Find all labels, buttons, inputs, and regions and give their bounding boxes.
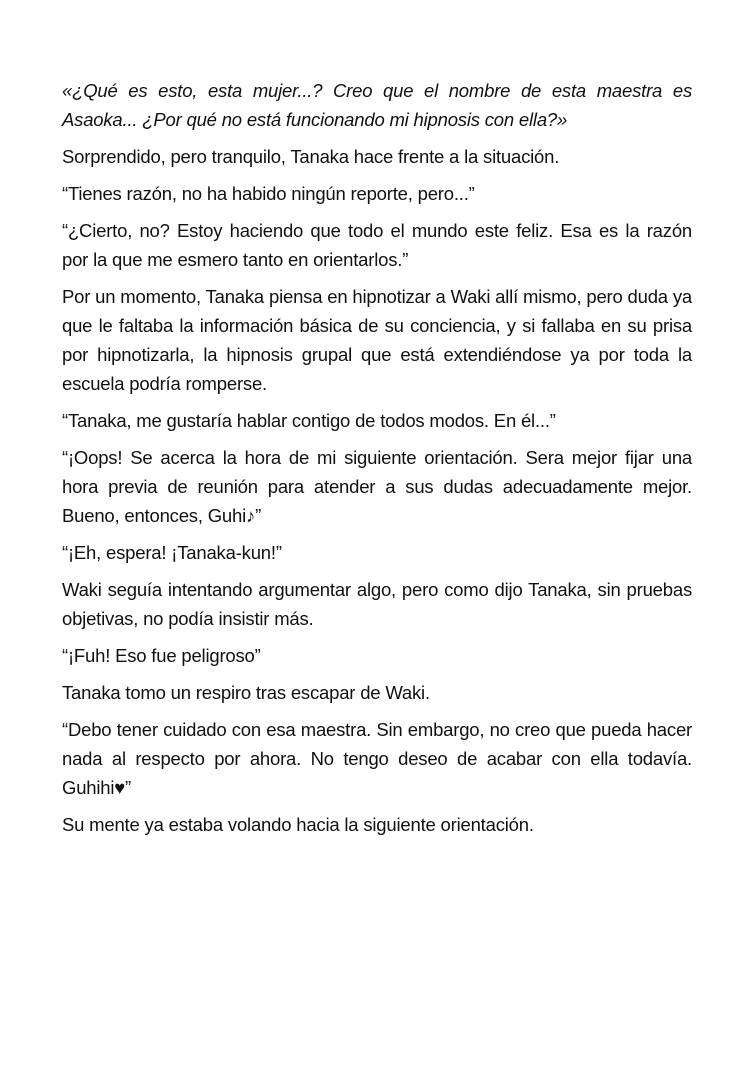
paragraph-dialogue: “¡Fuh! Eso fue peligroso”: [62, 645, 261, 666]
paragraph-narration: Waki seguía intentando argumentar algo, pero como dijo Tanaka, sin pruebas objetivas, no podía insistir más.: [62, 579, 692, 629]
paragraph-narration: Su mente ya estaba volando hacia la siguiente orientación.: [62, 814, 534, 835]
paragraph-narration: Por un momento, Tanaka piensa en hipnotizar a Waki allí mismo, pero duda ya que le faltaba la información básica de su conciencia, y si fallaba en su prisa por hipnotizarla, la hipnosis grupal que está extendiéndose ya por toda la escuela podría romperse.: [62, 286, 692, 394]
paragraph-dialogue: “Debo tener cuidado con esa maestra. Sin embargo, no creo que pueda hacer nada al respecto por ahora. No tengo deseo de acabar con ella todavía. Guhihi♥”: [62, 719, 692, 798]
document-page: [62, 76, 692, 847]
paragraph-dialogue: “Tanaka, me gustaría hablar contigo de todos modos. En él...”: [62, 410, 556, 431]
paragraph-dialogue: “¡Eh, espera! ¡Tanaka-kun!”: [62, 542, 282, 563]
paragraph-dialogue: “¡Oops! Se acerca la hora de mi siguiente orientación. Sera mejor fijar una hora previa de reunión para atender a sus dudas adecuadamente mejor. Bueno, entonces, Guhi♪”: [62, 447, 692, 526]
paragraph-narration: Tanaka tomo un respiro tras escapar de Waki.: [62, 682, 430, 703]
paragraph-dialogue: “Tienes razón, no ha habido ningún reporte, pero...”: [62, 183, 475, 204]
paragraph-dialogue: “¿Cierto, no? Estoy haciendo que todo el mundo este feliz. Esa es la razón por la que me esmero tanto en orientarlos.”: [62, 220, 692, 270]
paragraph-inner-thought: «¿Qué es esto, esta mujer...? Creo que el nombre de esta maestra es Asaoka... ¿Por qué no está funcionando mi hipnosis con ella?»: [62, 80, 692, 130]
paragraph-narration: Sorprendido, pero tranquilo, Tanaka hace frente a la situación.: [62, 146, 560, 167]
